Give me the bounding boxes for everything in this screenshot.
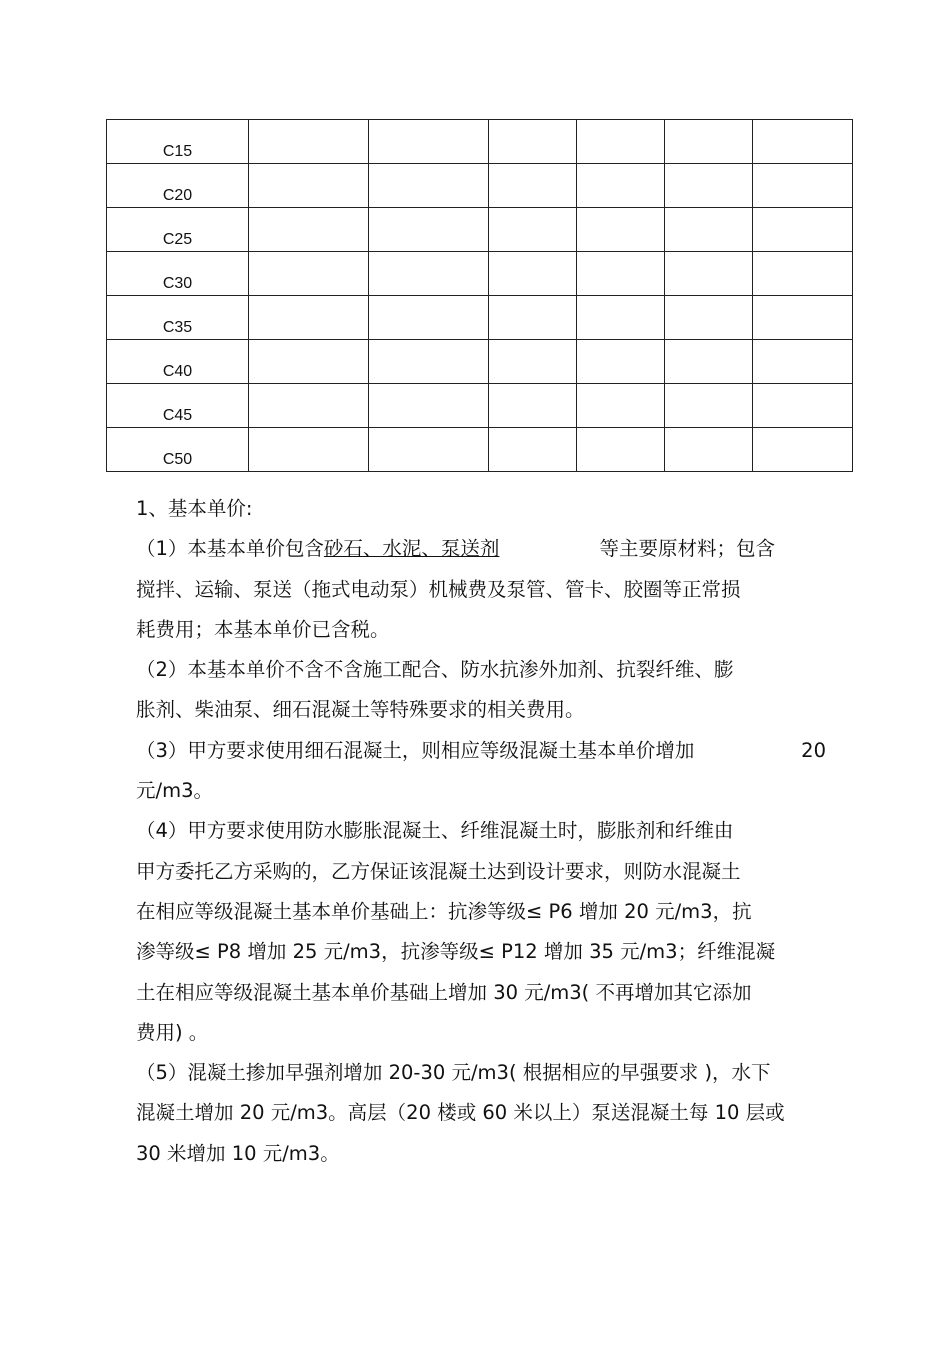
table-row — [107, 340, 853, 384]
clause-5: （5）混凝土掺加早强剂增加 20-30 元/m3( 根据相应的早强要求 )，水下 — [136, 1061, 771, 1085]
price-cell — [753, 384, 853, 428]
clause-3-line-2: 元/m3。 — [136, 779, 213, 803]
price-cell — [665, 428, 753, 472]
price-cell — [577, 208, 665, 252]
clause-1-line-2: 搅拌、运输、泵送（拖式电动泵）机械费及泵管、管卡、胶圈等正常损 — [136, 577, 741, 601]
price-cell — [249, 120, 369, 164]
price-cell — [369, 120, 489, 164]
price-cell — [665, 340, 753, 384]
price-cell — [489, 340, 577, 384]
price-cell — [489, 120, 577, 164]
grade-cell: C25 — [107, 208, 249, 252]
clause-5-line-2: 混凝土增加 20 元/m3。高层（20 楼或 60 米以上）泵送混凝土每 10 层或 — [136, 1101, 785, 1125]
clause-2-line-2: 胀剂、柴油泵、细石混凝土等特殊要求的相关费用。 — [136, 698, 585, 722]
price-cell — [577, 428, 665, 472]
price-cell — [665, 384, 753, 428]
price-cell — [665, 120, 753, 164]
clause-4: （4）甲方要求使用防水膨胀混凝土、纤维混凝土时，膨胀剂和纤维由 — [136, 819, 734, 843]
table-row — [107, 208, 853, 252]
grade-cell: C30 — [107, 252, 249, 296]
table-row — [107, 252, 853, 296]
table-row — [107, 120, 853, 164]
price-cell — [489, 384, 577, 428]
clause-3: （3）甲方要求使用细石混凝土，则相应等级混凝土基本单价增加 20 — [136, 738, 826, 762]
clause-5-line-3: 30 米增加 10 元/m3。 — [136, 1141, 340, 1165]
price-cell — [753, 428, 853, 472]
price-cell — [369, 164, 489, 208]
price-cell — [665, 296, 753, 340]
price-cell — [369, 252, 489, 296]
clause-4-line-3: 在相应等级混凝土基本单价基础上：抗渗等级≤ P6 增加 20 元/m3，抗 — [136, 899, 752, 923]
price-cell — [489, 164, 577, 208]
price-cell — [249, 340, 369, 384]
clause-4-line-4: 渗等级≤ P8 增加 25 元/m3，抗渗等级≤ P12 增加 35 元/m3；纤维混凝 — [136, 940, 776, 964]
price-cell — [753, 252, 853, 296]
price-cell — [249, 252, 369, 296]
grade-cell: C40 — [107, 340, 249, 384]
table-row — [107, 164, 853, 208]
price-cell — [753, 340, 853, 384]
price-cell — [577, 164, 665, 208]
price-cell — [665, 164, 753, 208]
price-cell — [753, 208, 853, 252]
price-cell — [577, 120, 665, 164]
price-cell — [489, 208, 577, 252]
clause-4-line-6: 费用) 。 — [136, 1020, 209, 1044]
grade-cell: C35 — [107, 296, 249, 340]
price-cell — [753, 296, 853, 340]
clause-1: （1）本基本单价包含砂石、水泥、泵送剂 等主要原材料；包含 — [136, 537, 775, 561]
price-cell — [665, 208, 753, 252]
price-cell — [369, 384, 489, 428]
price-cell — [369, 296, 489, 340]
clause-1-line-3: 耗费用；本基本单价已含税。 — [136, 617, 390, 641]
table-row — [107, 384, 853, 428]
clause-2: （2）本基本单价不含不含施工配合、防水抗渗外加剂、抗裂纤维、膨 — [136, 658, 734, 682]
pricing-notes — [136, 489, 826, 1174]
price-cell — [249, 384, 369, 428]
price-cell — [753, 164, 853, 208]
clause-4-line-2: 甲方委托乙方采购的，乙方保证该混凝土达到设计要求，则防水混凝土 — [136, 859, 741, 883]
price-cell — [489, 428, 577, 472]
price-cell — [369, 340, 489, 384]
price-cell — [369, 208, 489, 252]
price-cell — [489, 296, 577, 340]
table-row — [107, 296, 853, 340]
price-cell — [577, 252, 665, 296]
grade-cell: C15 — [107, 120, 249, 164]
grade-cell: C50 — [107, 428, 249, 472]
price-table — [106, 119, 853, 472]
price-cell — [249, 164, 369, 208]
price-cell — [249, 208, 369, 252]
price-cell — [369, 428, 489, 472]
price-cell — [665, 252, 753, 296]
price-cell — [489, 252, 577, 296]
table-row — [107, 428, 853, 472]
price-cell — [249, 296, 369, 340]
clause-4-line-5: 土在相应等级混凝土基本单价基础上增加 30 元/m3( 不再增加其它添加 — [136, 980, 752, 1004]
price-cell — [249, 428, 369, 472]
grade-cell: C45 — [107, 384, 249, 428]
grade-cell: C20 — [107, 164, 249, 208]
materials-underlined: 砂石、水泥、泵送剂 — [323, 537, 500, 561]
price-cell — [577, 384, 665, 428]
price-cell — [753, 120, 853, 164]
price-cell — [577, 340, 665, 384]
section-heading: 1、基本单价: — [136, 497, 253, 520]
price-cell — [577, 296, 665, 340]
